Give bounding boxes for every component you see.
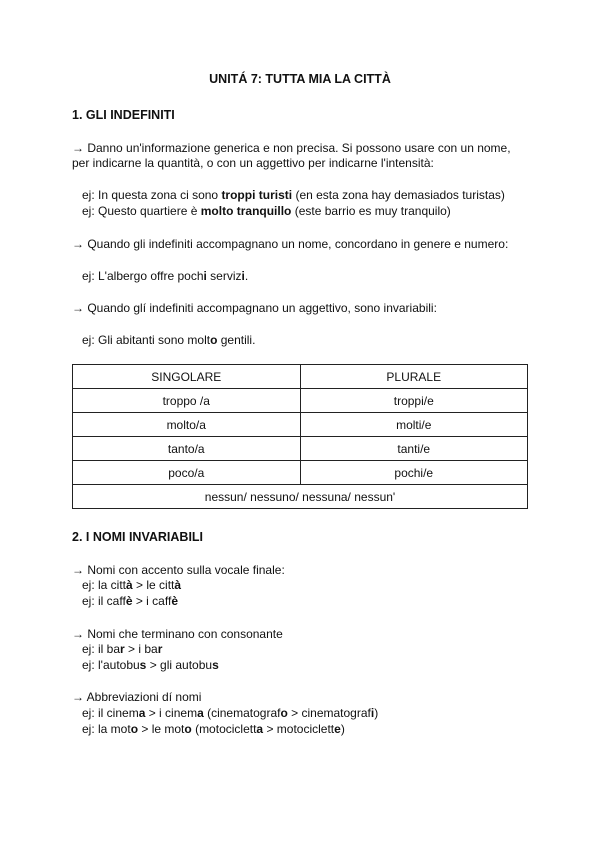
group-title: → Nomi con accento sulla vocale finale: bbox=[72, 563, 285, 577]
example-line: ej: la città > le città bbox=[82, 578, 182, 592]
group-title: → Abbreviazioni dí nomi bbox=[72, 690, 202, 704]
table-cell: molto/a bbox=[73, 413, 301, 437]
example-line: ej: L'albergo offre pochi servizi. bbox=[82, 269, 249, 283]
page-title: UNITÁ 7: TUTTA MIA LA CITTÀ bbox=[209, 72, 391, 86]
intro-line-1: → Danno un'informazione generica e non precisa. Si possono usare con un nome, bbox=[72, 141, 511, 155]
table-cell: pochi/e bbox=[300, 461, 528, 485]
table-cell: tanti/e bbox=[300, 437, 528, 461]
example-line: ej: Questo quartiere è molto tranquillo (este barrio es muy tranquilo) bbox=[82, 204, 451, 218]
table-row bbox=[73, 413, 528, 437]
table-cell: troppi/e bbox=[300, 389, 528, 413]
example-line: ej: il caffè > i caffè bbox=[82, 594, 178, 608]
table-row bbox=[73, 437, 528, 461]
indefiniti-table bbox=[72, 364, 528, 509]
table-header-cell: PLURALE bbox=[300, 365, 528, 389]
example-line: ej: l'autobus > gli autobus bbox=[82, 658, 219, 672]
table-footer-row bbox=[73, 485, 528, 509]
example-line: ej: la moto > le moto (motocicletta > motociclette) bbox=[82, 722, 345, 736]
table-cell: tanto/a bbox=[73, 437, 301, 461]
table-header-cell: SINGOLARE bbox=[73, 365, 301, 389]
table-row bbox=[73, 461, 528, 485]
table-footer-cell: nessun/ nessuno/ nessuna/ nessun' bbox=[73, 485, 528, 509]
example-line: ej: Gli abitanti sono molto gentili. bbox=[82, 333, 256, 347]
rule-line: → Quando glí indefiniti accompagnano un aggettivo, sono invariabili: bbox=[72, 301, 437, 315]
table-row bbox=[73, 389, 528, 413]
table-cell: poco/a bbox=[73, 461, 301, 485]
example-line: ej: In questa zona ci sono troppi turisti (en esta zona hay demasiados turistas) bbox=[82, 188, 505, 202]
section-heading-nomi-invariabili: 2. I NOMI INVARIABILI bbox=[72, 530, 204, 544]
group-title: → Nomi che terminano con consonante bbox=[72, 627, 283, 641]
rule-line: → Quando gli indefiniti accompagnano un nome, concordano in genere e numero: bbox=[72, 237, 509, 251]
section-heading-indefiniti: 1. GLI INDEFINITI bbox=[72, 108, 175, 122]
example-line: ej: il bar > i bar bbox=[82, 642, 163, 656]
intro-line-2: per indicarne la quantità, o con un aggettivo per indicarne l'intensità: bbox=[72, 156, 434, 170]
table-cell: molti/e bbox=[300, 413, 528, 437]
table-cell: troppo /a bbox=[73, 389, 301, 413]
example-line: ej: il cinema > i cinema (cinematografo > cinematografi) bbox=[82, 706, 379, 720]
table-header-row bbox=[73, 365, 528, 389]
